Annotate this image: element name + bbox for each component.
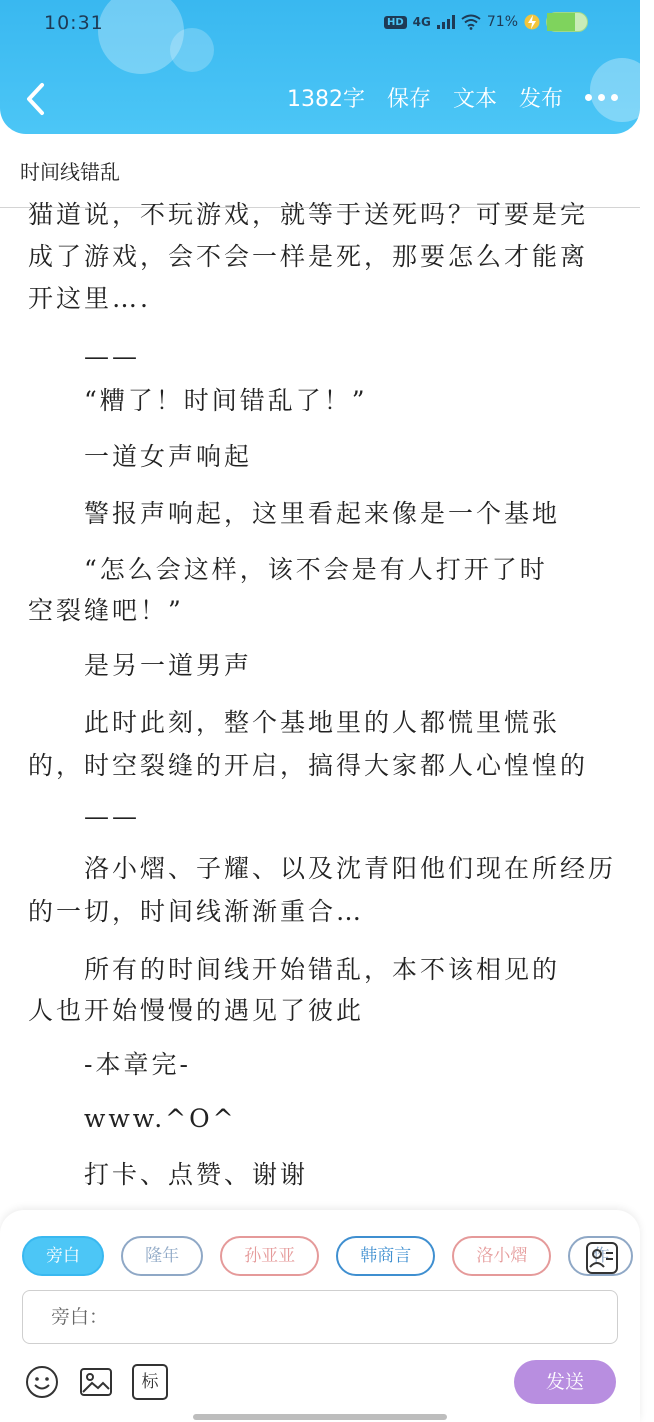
paragraph-line: 此时此刻，整个基地里的人都慌里慌张 <box>28 708 561 737</box>
paragraph-line: 的，时空裂缝的开启，搞得大家都人心惶惶的 <box>28 751 589 780</box>
home-indicator[interactable] <box>193 1414 447 1420</box>
app-header <box>0 0 640 134</box>
publish-button[interactable]: 发布 <box>518 87 563 112</box>
paragraph-line: —— <box>28 802 141 831</box>
signal-icon <box>437 15 455 29</box>
paragraph-line: -本章完- <box>28 1050 191 1079</box>
word-count: 1382字 <box>286 87 365 112</box>
character-selector <box>22 1236 610 1278</box>
dialogue-editor-panel <box>0 1210 640 1422</box>
paragraph-line: “怎么会这样，该不会是有人打开了时 <box>28 555 548 584</box>
top-toolbar <box>0 78 640 120</box>
character-chip-narrator[interactable]: 旁白 <box>22 1236 104 1276</box>
paragraph-line: 的一切，时间线渐渐重合… <box>28 897 365 926</box>
back-arrow-icon[interactable] <box>22 82 50 116</box>
paragraph-line: —— <box>28 342 141 371</box>
paragraph-line: 成了游戏，会不会一样是死，那要怎么才能离 <box>28 242 589 271</box>
decorative-bubble <box>170 28 214 72</box>
more-options-icon[interactable] <box>585 83 618 113</box>
story-content[interactable] <box>0 200 640 1208</box>
battery-percent: 71% <box>486 14 518 30</box>
paragraph-line: 一道女声响起 <box>28 442 253 471</box>
chapter-title[interactable]: 时间线错乱 <box>0 134 640 208</box>
character-chip[interactable]: 隆年 <box>121 1236 203 1276</box>
paragraph-line: 空裂缝吧！” <box>28 596 184 625</box>
text-button[interactable]: 文本 <box>452 87 497 112</box>
paragraph-line: “糟了！时间错乱了！” <box>28 386 368 415</box>
paragraph-line: 洛小熠、子耀、以及沈青阳他们现在所经历 <box>28 854 617 883</box>
paragraph-line: 猫道说，不玩游戏，就等于送死吗？可要是完 <box>28 200 589 229</box>
tag-button[interactable]: 标 <box>132 1364 168 1400</box>
emoji-icon[interactable] <box>24 1364 60 1400</box>
character-chip[interactable]: 孙亚亚 <box>220 1236 319 1276</box>
send-button[interactable]: 发送 <box>514 1360 616 1404</box>
toolbar-actions <box>287 82 618 113</box>
character-list-icon[interactable] <box>584 1240 620 1276</box>
paragraph-line: 是另一道男声 <box>28 651 253 680</box>
dialogue-input[interactable]: 旁白： <box>22 1290 618 1344</box>
image-icon[interactable] <box>78 1364 114 1400</box>
battery-icon <box>546 12 588 32</box>
paragraph-line: 警报声响起，这里看起来像是一个基地 <box>28 499 561 528</box>
status-time: 10:31 <box>44 12 104 34</box>
paragraph-line: www.^O^ <box>28 1104 237 1133</box>
network-type: 4G <box>412 15 431 29</box>
character-chip[interactable]: 韩商言 <box>336 1236 435 1276</box>
save-button[interactable]: 保存 <box>386 87 431 112</box>
paragraph-line: 开这里…. <box>28 284 151 313</box>
paragraph-line: 所有的时间线开始错乱，本不该相见的 <box>28 955 561 984</box>
decorative-bubble <box>98 0 184 74</box>
paragraph-line: 人也开始慢慢的遇见了彼此 <box>28 996 365 1025</box>
status-icons <box>384 12 588 32</box>
wifi-icon <box>461 14 481 30</box>
charging-icon <box>524 13 540 31</box>
character-chip[interactable]: 洛小熠 <box>452 1236 551 1276</box>
paragraph-line: 打卡、点赞、谢谢 <box>28 1160 309 1189</box>
character-chip[interactable]: 作 <box>568 1236 633 1276</box>
hd-icon: HD <box>384 16 407 29</box>
